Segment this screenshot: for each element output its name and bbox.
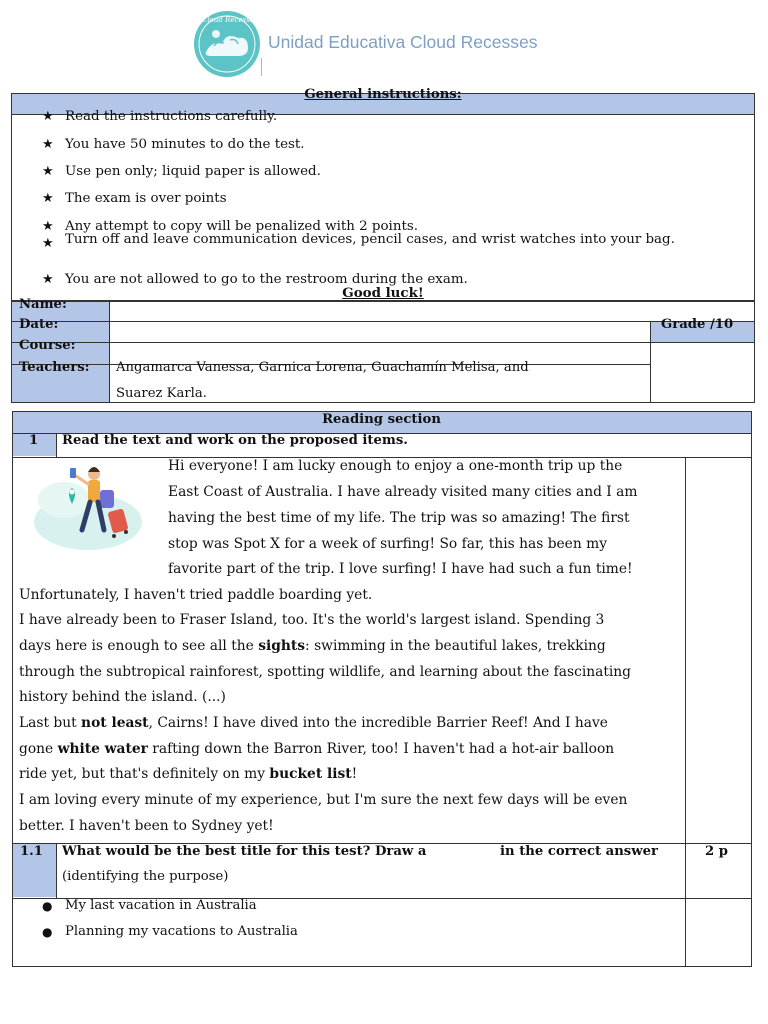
vocab-bucket-list: bucket list (269, 766, 352, 782)
star-bullet-icon: ★ (42, 191, 54, 206)
instruction-item: Any attempt to copy will be penalized with 2 points. (65, 219, 418, 234)
passage-text: rafting down the Barron River, too! I haven't had a hot-air balloon (147, 741, 615, 757)
passage-line: better. I haven't been to Sydney yet! (19, 818, 274, 834)
star-bullet-icon: ★ (42, 219, 54, 234)
passage-line (19, 737, 614, 763)
answer-option[interactable]: Planning my vacations to Australia (65, 924, 298, 939)
instruction-item: Read the instructions carefully. (65, 109, 278, 124)
vocab-white-water: white water (57, 741, 148, 757)
passage-line: stop was Spot X for a week of surfing! So far, this has been my (168, 536, 608, 552)
passage-line: East Coast of Australia. I have already visited many cities and I am (168, 484, 638, 500)
instruction-item: You have 50 minutes to do the test. (65, 137, 305, 152)
passage-line: favorite part of the trip. I love surfing! I have had such a fun time! (168, 561, 633, 577)
grade-label: Grade /10 (661, 317, 734, 332)
passage-line: history behind the island. (...) (19, 689, 226, 705)
vocab-sights: sights (258, 638, 306, 654)
q11-points: 2 p (705, 844, 728, 859)
star-bullet-icon: ★ (42, 137, 54, 152)
teachers-names-line2: Suarez Karla. (116, 386, 207, 401)
instructions-title: General instructions: (304, 87, 462, 102)
reading-section-title: Reading section (322, 412, 441, 427)
vocab-not-least: not least (81, 715, 149, 731)
traveler-illustration (24, 460, 156, 556)
q11-instruction-end: in the correct answer (500, 844, 658, 859)
instruction-item: Turn off and leave communication devices, pencil cases, and wrist watches into your bag. (65, 232, 675, 247)
instruction-item: Use pen only; liquid paper is allowed. (65, 164, 321, 179)
q11-instruction: What would be the best title for this test? Draw a (62, 844, 427, 859)
star-bullet-icon: ★ (42, 109, 54, 124)
good-luck-text: Good luck! (342, 285, 424, 301)
passage-line (19, 634, 606, 660)
date-label: Date: (19, 317, 59, 332)
course-label: Course: (19, 338, 76, 353)
teachers-names-line1: Angamarca Vanessa, Garnica Lorena, Guachamín Melisa, and (116, 360, 529, 375)
name-label: Name: (19, 297, 67, 312)
passage-line: through the subtropical rainforest, spotting wildlife, and learning about the fascinating (19, 664, 632, 680)
q1-number: 1 (29, 433, 39, 448)
date-field[interactable] (110, 322, 650, 342)
passage-text: Last but (19, 715, 82, 731)
q1-instruction: Read the text and work on the proposed items. (62, 433, 408, 448)
passage-line: I am loving every minute of my experience, but I'm sure the next few days will be even (19, 792, 628, 808)
name-field[interactable] (110, 302, 754, 321)
bullet-icon: ● (42, 899, 53, 913)
q11-number: 1.1 (20, 844, 43, 859)
q11-note: (identifying the purpose) (62, 869, 229, 884)
passage-line: Hi everyone! I am lucky enough to enjoy a one-month trip up the (168, 458, 623, 474)
school-logo (192, 10, 262, 78)
passage-line (19, 711, 608, 737)
logo-text: Cloud Recesses (202, 16, 258, 24)
passage-line: I have already been to Fraser Island, too. It's the world's largest island. Spending 3 (19, 612, 605, 628)
grade-field[interactable] (651, 343, 754, 402)
instruction-item: The exam is over points (65, 191, 227, 206)
logo-divider (261, 58, 262, 76)
instruction-item: You are not allowed to go to the restroom during the exam. (65, 272, 468, 287)
passage-line (19, 762, 357, 788)
passage-line: having the best time of my life. The trip was so amazing! The first (168, 510, 630, 526)
school-name: Unidad Educativa Cloud Recesses (268, 32, 538, 52)
q11-answer-points-cell[interactable] (686, 899, 751, 966)
passage-line: Unfortunately, I haven't tried paddle boarding yet. (19, 587, 373, 603)
answer-option[interactable]: My last vacation in Australia (65, 898, 257, 913)
passage-text: gone (19, 741, 58, 757)
star-bullet-icon: ★ (42, 164, 54, 179)
teachers-label: Teachers: (19, 360, 90, 375)
passage-text: , Cairns! I have dived into the incredible Barrier Reef! And I have (148, 715, 608, 731)
bullet-icon: ● (42, 925, 53, 939)
star-bullet-icon: ★ (42, 272, 54, 287)
passage-text: : swimming in the beautiful lakes, trekking (305, 638, 606, 654)
passage-text: days here is enough to see all the (19, 638, 259, 654)
passage-text: ! (351, 766, 358, 782)
passage-text: ride yet, but that's definitely on my (19, 766, 270, 782)
star-bullet-icon: ★ (42, 236, 54, 251)
